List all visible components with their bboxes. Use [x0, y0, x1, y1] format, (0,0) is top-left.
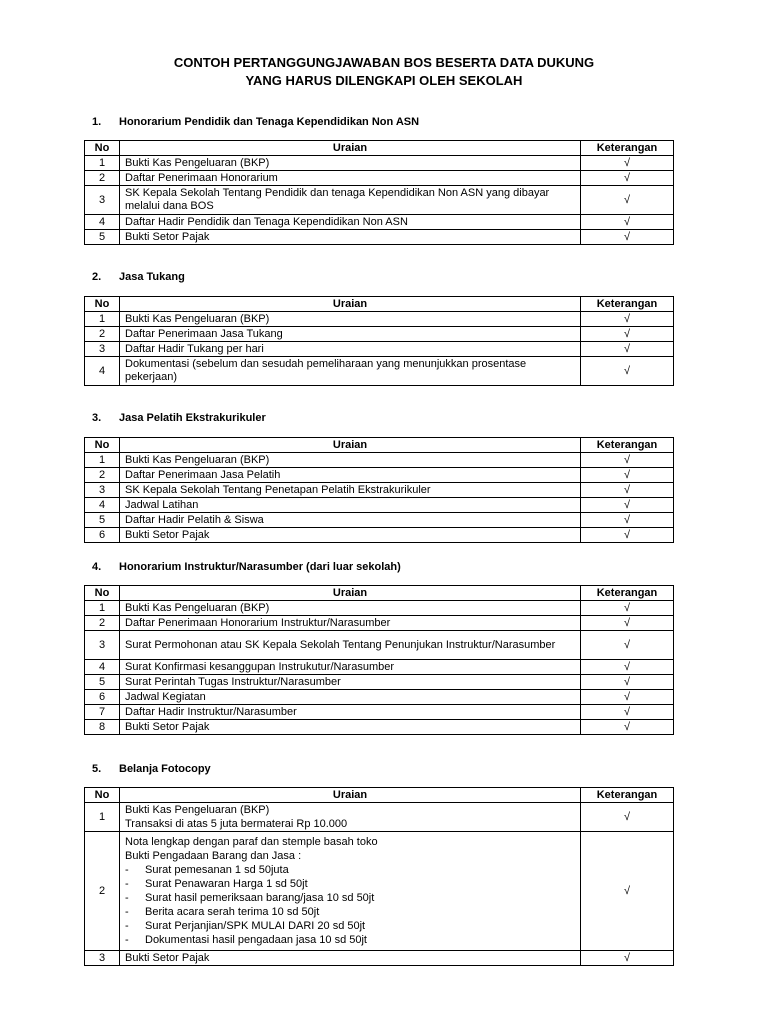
check-mark: √ [581, 230, 674, 245]
table-header-row [85, 788, 674, 803]
table-row [85, 453, 674, 468]
table-row [85, 951, 674, 966]
row-description: Daftar Hadir Tukang per hari [120, 342, 581, 357]
row-description [120, 803, 581, 832]
table-row [85, 483, 674, 498]
table-row [85, 528, 674, 543]
header-no: No [85, 141, 120, 156]
check-mark: √ [581, 951, 674, 966]
row-number: 4 [85, 357, 120, 386]
row-description: SK Kepala Sekolah Tentang Penetapan Pelatih Ekstrakurikuler [120, 483, 581, 498]
row-description: Daftar Penerimaan Honorarium [120, 171, 581, 186]
check-mark: √ [581, 513, 674, 528]
row-description: Bukti Setor Pajak [120, 720, 581, 735]
row-number: 1 [85, 453, 120, 468]
list-item-text: Surat Perjanjian/SPK MULAI DARI 20 sd 50jt [145, 920, 366, 932]
table-row [85, 832, 674, 951]
section-number: 5. [92, 763, 102, 775]
table-header-row [85, 297, 674, 312]
table-row [85, 690, 674, 705]
header-no: No [85, 586, 120, 601]
header-keterangan: Keterangan [581, 438, 674, 453]
list-item [125, 919, 575, 933]
row-number: 1 [85, 312, 120, 327]
check-mark: √ [581, 342, 674, 357]
row-description: Bukti Kas Pengeluaran (BKP) [120, 453, 581, 468]
row-description: Bukti Setor Pajak [120, 951, 581, 966]
row-number: 8 [85, 720, 120, 735]
row-description: Bukti Kas Pengeluaran (BKP) [120, 156, 581, 171]
header-uraian: Uraian [120, 297, 581, 312]
section-5-table [84, 787, 674, 966]
section-4-title [92, 561, 401, 573]
row-description: Bukti Kas Pengeluaran (BKP) [120, 601, 581, 616]
row-number: 5 [85, 675, 120, 690]
row-number: 2 [85, 327, 120, 342]
section-heading: Jasa Pelatih Ekstrakurikuler [119, 412, 266, 424]
row-description: Daftar Hadir Pendidik dan Tenaga Kependidikan Non ASN [120, 215, 581, 230]
list-item [125, 905, 575, 919]
row-description: Dokumentasi (sebelum dan sesudah pemeliharaan yang menunjukkan prosentase pekerjaan) [120, 357, 581, 386]
header-uraian: Uraian [120, 141, 581, 156]
row-number: 6 [85, 690, 120, 705]
table-row [85, 215, 674, 230]
row-number: 1 [85, 601, 120, 616]
check-mark: √ [581, 690, 674, 705]
section-1-table [84, 140, 674, 245]
dash-bullet: - [125, 892, 129, 904]
row-number: 5 [85, 513, 120, 528]
header-uraian: Uraian [120, 788, 581, 803]
table-row [85, 327, 674, 342]
section-5-title [92, 763, 211, 775]
check-mark: √ [581, 616, 674, 631]
row-description: Surat Konfirmasi kesanggupan Instrukutur/Narasumber [120, 660, 581, 675]
section-number: 4. [92, 561, 102, 573]
table-row [85, 616, 674, 631]
table-header-row [85, 586, 674, 601]
list-item [125, 877, 575, 891]
dash-bullet: - [125, 934, 129, 946]
table-row [85, 660, 674, 675]
row-description: Daftar Hadir Instruktur/Narasumber [120, 705, 581, 720]
section-heading: Jasa Tukang [119, 271, 185, 283]
dash-bullet: - [125, 864, 129, 876]
check-mark: √ [581, 215, 674, 230]
description-line: Bukti Pengadaan Barang dan Jasa : [125, 850, 302, 862]
table-row [85, 171, 674, 186]
check-mark: √ [581, 601, 674, 616]
section-number: 2. [92, 271, 102, 283]
check-mark: √ [581, 720, 674, 735]
table-row [85, 803, 674, 832]
section-2-title [92, 271, 185, 283]
list-item-text: Surat pemesanan 1 sd 50juta [145, 864, 289, 876]
row-number: 1 [85, 803, 120, 832]
row-number: 2 [85, 616, 120, 631]
header-no: No [85, 788, 120, 803]
row-description [120, 832, 581, 951]
row-description: Daftar Penerimaan Honorarium Instruktur/Narasumber [120, 616, 581, 631]
check-mark: √ [581, 186, 674, 215]
check-mark: √ [581, 357, 674, 386]
row-description: Surat Permohonan atau SK Kepala Sekolah Tentang Penunjukan Instruktur/Narasumber [120, 631, 581, 660]
check-mark: √ [581, 468, 674, 483]
section-number: 1. [92, 116, 102, 128]
description-line: Nota lengkap dengan paraf dan stemple basah toko [125, 836, 378, 848]
document-title-line2: YANG HARUS DILENGKAPI OLEH SEKOLAH [245, 73, 523, 88]
check-mark: √ [581, 156, 674, 171]
table-row [85, 357, 674, 386]
section-4-table [84, 585, 674, 735]
table-row [85, 156, 674, 171]
check-mark: √ [581, 312, 674, 327]
header-no: No [85, 297, 120, 312]
row-number: 4 [85, 498, 120, 513]
table-row [85, 705, 674, 720]
list-item-text: Berita acara serah terima 10 sd 50jt [145, 906, 320, 918]
table-row [85, 513, 674, 528]
row-number: 6 [85, 528, 120, 543]
section-heading: Honorarium Instruktur/Narasumber (dari luar sekolah) [119, 561, 401, 573]
list-item [125, 891, 575, 905]
list-item [125, 863, 575, 877]
dash-bullet: - [125, 906, 129, 918]
row-number: 1 [85, 156, 120, 171]
dash-bullet: - [125, 920, 129, 932]
check-mark: √ [581, 803, 674, 832]
row-number: 3 [85, 483, 120, 498]
header-keterangan: Keterangan [581, 297, 674, 312]
check-mark: √ [581, 327, 674, 342]
table-row [85, 498, 674, 513]
table-header-row [85, 438, 674, 453]
table-row [85, 230, 674, 245]
check-mark: √ [581, 528, 674, 543]
header-keterangan: Keterangan [581, 586, 674, 601]
description-line: Bukti Kas Pengeluaran (BKP) [125, 804, 270, 816]
row-number: 2 [85, 171, 120, 186]
row-description: Bukti Setor Pajak [120, 528, 581, 543]
document-title-line1: CONTOH PERTANGGUNGJAWABAN BOS BESERTA DATA DUKUNG [173, 55, 595, 70]
description-line: Transaksi di atas 5 juta bermaterai Rp 10.000 [125, 818, 348, 830]
header-no: No [85, 438, 120, 453]
check-mark: √ [581, 483, 674, 498]
check-mark: √ [581, 171, 674, 186]
check-mark: √ [581, 453, 674, 468]
row-number: 2 [85, 832, 120, 951]
section-heading: Belanja Fotocopy [119, 763, 211, 775]
row-description: Bukti Setor Pajak [120, 230, 581, 245]
row-description: SK Kepala Sekolah Tentang Pendidik dan tenaga Kependidikan Non ASN yang dibayar melalui dana BOS [120, 186, 581, 215]
row-description: Bukti Kas Pengeluaran (BKP) [120, 312, 581, 327]
table-row [85, 312, 674, 327]
row-description: Daftar Penerimaan Jasa Tukang [120, 327, 581, 342]
section-heading: Honorarium Pendidik dan Tenaga Kependidikan Non ASN [119, 116, 420, 128]
check-mark: √ [581, 631, 674, 660]
header-keterangan: Keterangan [581, 788, 674, 803]
row-description: Surat Perintah Tugas Instruktur/Narasumber [120, 675, 581, 690]
table-row [85, 468, 674, 483]
row-description: Jadwal Kegiatan [120, 690, 581, 705]
check-mark: √ [581, 498, 674, 513]
list-item-text: Surat Penawaran Harga 1 sd 50jt [145, 878, 308, 890]
list-item-text: Surat hasil pemeriksaan barang/jasa 10 sd 50jt [145, 892, 375, 904]
row-number: 7 [85, 705, 120, 720]
list-item [125, 933, 575, 947]
section-3-table [84, 437, 674, 543]
row-number: 3 [85, 951, 120, 966]
check-mark: √ [581, 832, 674, 951]
section-2-table [84, 296, 674, 386]
row-description: Daftar Hadir Pelatih & Siswa [120, 513, 581, 528]
row-number: 3 [85, 631, 120, 660]
table-row [85, 342, 674, 357]
row-description: Jadwal Latihan [120, 498, 581, 513]
table-header-row [85, 141, 674, 156]
table-row [85, 186, 674, 215]
check-mark: √ [581, 660, 674, 675]
table-row [85, 631, 674, 660]
row-number: 3 [85, 186, 120, 215]
check-mark: √ [581, 705, 674, 720]
section-number: 3. [92, 412, 102, 424]
list-item-text: Dokumentasi hasil pengadaan jasa 10 sd 50jt [145, 934, 367, 946]
row-description: Daftar Penerimaan Jasa Pelatih [120, 468, 581, 483]
dash-bullet: - [125, 878, 129, 890]
header-uraian: Uraian [120, 586, 581, 601]
table-row [85, 675, 674, 690]
section-1-title [92, 116, 419, 128]
section-3-title [92, 412, 266, 424]
row-number: 4 [85, 215, 120, 230]
row-number: 2 [85, 468, 120, 483]
header-uraian: Uraian [120, 438, 581, 453]
table-row [85, 720, 674, 735]
table-row [85, 601, 674, 616]
check-mark: √ [581, 675, 674, 690]
row-number: 5 [85, 230, 120, 245]
row-number: 3 [85, 342, 120, 357]
header-keterangan: Keterangan [581, 141, 674, 156]
row-number: 4 [85, 660, 120, 675]
